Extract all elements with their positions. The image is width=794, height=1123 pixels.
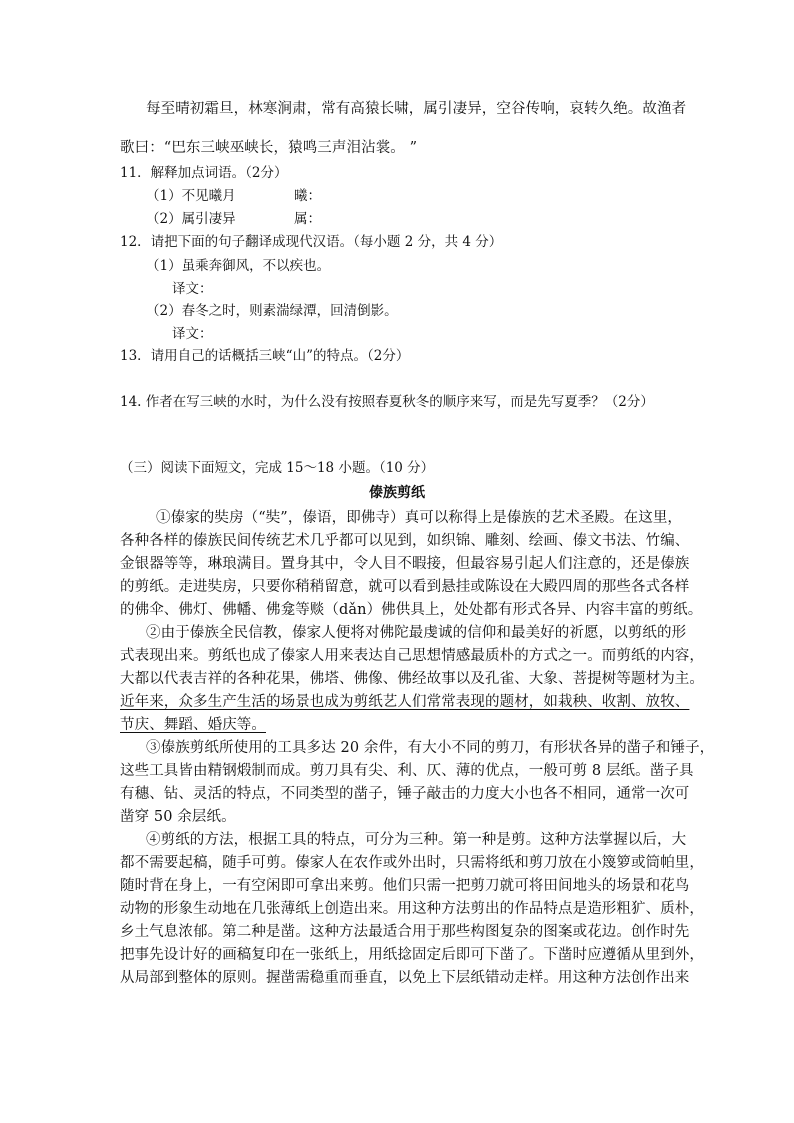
- question-11-stem: 11．解释加点词语。（2分）: [120, 165, 288, 181]
- question-11-item-2-word: 属：: [294, 211, 321, 227]
- ancient-text-line: 歌曰：“巴东三峡巫峡长，猿鸣三声泪沾裳。 ”: [120, 140, 418, 156]
- paragraph-3-line: 这些工具皆由精钢煅制而成。剪刀具有尖、利、仄、薄的优点，一般可剪 8 层纸。凿子具: [120, 763, 694, 779]
- paragraph-4-line: 动物的形象生动地在几张薄纸上创造出来。用这种方法剪出的作品特点是造形粗犷、质朴，: [120, 901, 704, 917]
- underlined-sentence-line: 节庆、舞蹈、婚庆等。: [120, 717, 266, 733]
- paragraph-3-line: 凿穿 50 余层纸。: [120, 809, 236, 825]
- paragraph-1-line: 各种各样的傣族民间传统艺术几乎都可以见到，如织锦、雕刻、绘画、傣文书法、竹编、: [120, 533, 690, 549]
- paragraph-2-line: 式表现出来。剪纸也成了傣家人用来表达自己思想情感最质朴的方式之一。而剪纸的内容，: [120, 648, 704, 664]
- paragraph-3-line: ③傣族剪纸所使用的工具多达 20 余件，有大小不同的剪刀，有形状各异的凿子和锤子，: [146, 740, 715, 756]
- paragraph-1-line: ①傣家的奘房（“奘”，傣语，即佛寺）真可以称得上是傣族的艺术圣殿。在这里，: [156, 510, 683, 526]
- question-12-item-1: （1）虽乘奔御风，不以疾也。: [146, 258, 331, 274]
- paragraph-3-line: 有穗、钻、灵活的特点，不同类型的凿子，锤子敲击的力度大小也各不相同，通常一次可: [120, 786, 690, 802]
- paragraph-1-line: 的剪纸。走进奘房，只要你稍稍留意，就可以看到悬挂或陈设在大殿四周的那些各式各样: [120, 579, 690, 595]
- paragraph-4-line: 随时背在身上，一有空闲即可拿出来剪。他们只需一把剪刀就可将田间地头的场景和花鸟: [120, 878, 690, 894]
- question-11-item-2: （2）属引凄异: [146, 211, 236, 227]
- question-12-item-2: （2）春冬之时，则素湍绿潭，回清倒影。: [146, 303, 398, 319]
- question-11-item-1: （1）不见曦月: [146, 188, 236, 204]
- paragraph-4-line: 把事先设计好的画稿复印在一张纸上，用纸捻固定后即可下凿了。下凿时应遵循从里到外，: [120, 947, 704, 963]
- paragraph-2-line: ②由于傣族全民信教，傣家人便将对佛陀最虔诚的信仰和最美好的祈愿，以剪纸的形: [146, 625, 687, 641]
- paragraph-2-line: 大都以代表吉祥的各种花果，佛塔、佛像、佛经故事以及孔雀、大象、菩提树等题材为主。: [120, 671, 704, 687]
- question-11-item-1-word: 曦：: [294, 188, 321, 204]
- underlined-sentence-line: 近年来，众多生产生活的场景也成为剪纸艺人们常常表现的题材，如栽秧、收割、放牧、: [120, 694, 690, 710]
- question-13-stem: 13．请用自己的话概括三峡“山”的特点。（2分）: [120, 348, 410, 364]
- question-12-item-2-answer: 译文：: [172, 326, 213, 342]
- section-3-heading: （三）阅读下面短文，完成 15～18 小题。（10 分）: [120, 460, 435, 476]
- question-14-stem: 14. 作者在写三峡的水时，为什么没有按照春夏秋冬的顺序来写，而是先写夏季？（2分）: [120, 394, 654, 410]
- paragraph-4-line: 乡土气息浓郁。第二种是凿。这种方法最适合用于那些构图复杂的图案或花边。创作时先: [120, 924, 690, 940]
- ancient-text-line: 每至晴初霜旦，林寒涧肃，常有高猿长啸，属引凄异，空谷传响，哀转久绝。故渔者: [146, 101, 687, 117]
- passage-title: 傣族剪纸: [369, 485, 425, 501]
- question-12-item-1-answer: 译文：: [172, 281, 213, 297]
- paragraph-4-line: ④剪纸的方法，根据工具的特点，可分为三种。第一种是剪。这种方法掌握以后，大: [146, 832, 687, 848]
- question-12-stem: 12．请把下面的句子翻译成现代汉语。（每小题 2 分，共 4 分）: [120, 234, 503, 250]
- paragraph-1-line: 金银器等等，琳琅满目。置身其中，令人目不暇接，但最容易引起人们注意的，还是傣族: [120, 556, 690, 572]
- paragraph-4-line: 都不需要起稿，随手可剪。傣家人在农作或外出时，只需将纸和剪刀放在小篾箩或筒帕里，: [120, 855, 704, 871]
- paragraph-1-line: 的佛伞、佛灯、佛幡、佛龛等赕（dǎn）佛供具上，处处都有形式各异、内容丰富的剪纸。: [120, 602, 703, 618]
- paragraph-4-line: 从局部到整体的原则。握凿需稳重而垂直，以免上下层纸错动走样。用这种方法创作出来: [120, 970, 690, 986]
